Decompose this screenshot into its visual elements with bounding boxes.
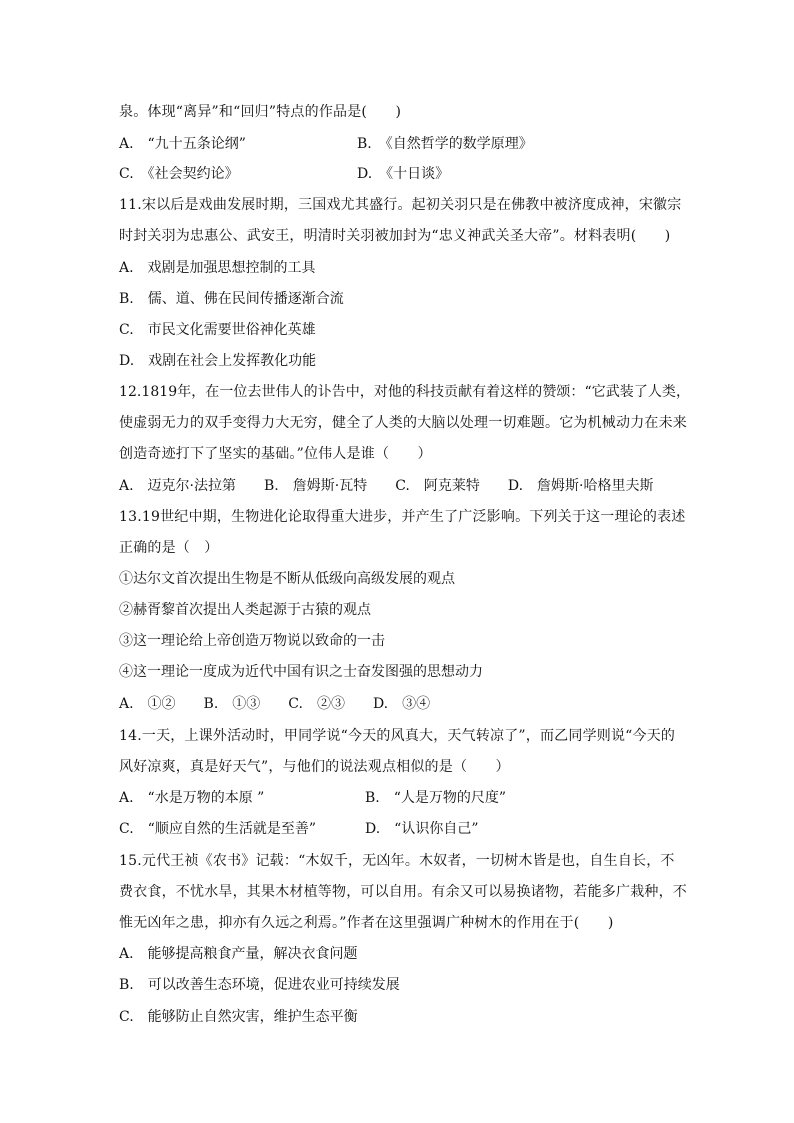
q11-option-b: B. 儒、道、佛在民间传播逐渐合流	[119, 291, 344, 307]
q13-options: A. ①② B. ①③ C. ②③ D. ③④	[119, 696, 431, 712]
q14-line-2: 风好凉爽，真是好天气”，与他们的说法观点相似的是（ ）	[119, 759, 510, 775]
q14-option-d: D. “认识你自己”	[365, 821, 479, 837]
q13-line-1: 13.19世纪中期，生物进化论取得重大进步，并产生了广泛影响。下列关于这一理论的表述	[119, 509, 686, 525]
q12-line-1: 12.1819年，在一位去世伟人的讣告中，对他的科技贡献有着这样的赞颂：“它武装了人类，	[119, 384, 690, 400]
q14-option-a: A. “水是万物的本原 ”	[119, 790, 265, 806]
q14-option-c: C. “顺应自然的生活就是至善”	[119, 821, 316, 837]
q15-option-a: A. 能够提高粮食产量，解决衣食问题	[119, 946, 358, 962]
q14-line-1: 14.一天，上课外活动时，甲同学说“今天的风真大，天气转凉了”，而乙同学则说“今天的	[119, 728, 676, 744]
q13-item-1: ①达尔文首次提出生物是不断从低级向高级发展的观点	[119, 571, 455, 587]
q10-tail: 泉。体现“离异”和“回归”特点的作品是( )	[119, 104, 402, 120]
q11-option-c: C. 市民文化需要世俗神化英雄	[119, 322, 316, 338]
q15-option-b: B. 可以改善生态环境，促进农业可持续发展	[119, 977, 400, 993]
q15-line-1: 15.元代王祯《农书》记载：“木奴千，无凶年。木奴者，一切树木皆是也，自生自长，不	[119, 853, 675, 869]
q13-line-2: 正确的是（ ）	[119, 540, 219, 556]
q10-option-c: C. 《社会契约论》	[119, 166, 239, 182]
q13-item-2: ②赫胥黎首次提出人类起源于古猿的观点	[119, 602, 371, 618]
q11-line-2: 时封关羽为忠惠公、武安王，明清时关羽被加封为“忠义神武关圣大帝”。材料表明( )	[119, 228, 671, 244]
q12-options: A. 迈克尔·法拉第 B. 詹姆斯·瓦特 C. 阿克莱特 D. 詹姆斯·哈格里夫斯	[119, 478, 654, 494]
q11-line-1: 11.宋以后是戏曲发展时期，三国戏尤其盛行。起初关羽只是在佛教中被济度成神，宋徽宗	[119, 197, 682, 213]
q14-option-b: B. “人是万物的尺度”	[365, 790, 507, 806]
q13-item-3: ③这一理论给上帝创造万物说以致命的一击	[119, 633, 385, 649]
q12-line-3: 创造奇迹打下了坚实的基础。”位伟人是谁（ ）	[119, 446, 432, 462]
q10-option-d: D. 《十日谈》	[357, 166, 450, 182]
q15-line-3: 惟无凶年之患，抑亦有久远之利焉。”作者在这里强调广种树木的作用在于( )	[119, 915, 614, 931]
q10-option-b: B. 《自然哲学的数学原理》	[357, 136, 533, 152]
q13-item-4: ④这一理论一度成为近代中国有识之士奋发图强的思想动力	[119, 664, 483, 680]
q15-option-c: C. 能够防止自然灾害，维护生态平衡	[119, 1009, 358, 1025]
q11-option-a: A. 戏剧是加强思想控制的工具	[119, 260, 316, 276]
q12-line-2: 使虚弱无力的双手变得力大无穷，健全了人类的大脑以处理一切难题。它为机械动力在未来	[119, 415, 687, 431]
q10-option-a: A. “九十五条论纲”	[119, 136, 246, 152]
q11-option-d: D. 戏剧在社会上发挥教化功能	[119, 353, 317, 369]
q15-line-2: 费衣食，不忧水旱，其果木材植等物，可以自用。有余又可以易换诸物，若能多广栽种，不	[119, 884, 687, 900]
